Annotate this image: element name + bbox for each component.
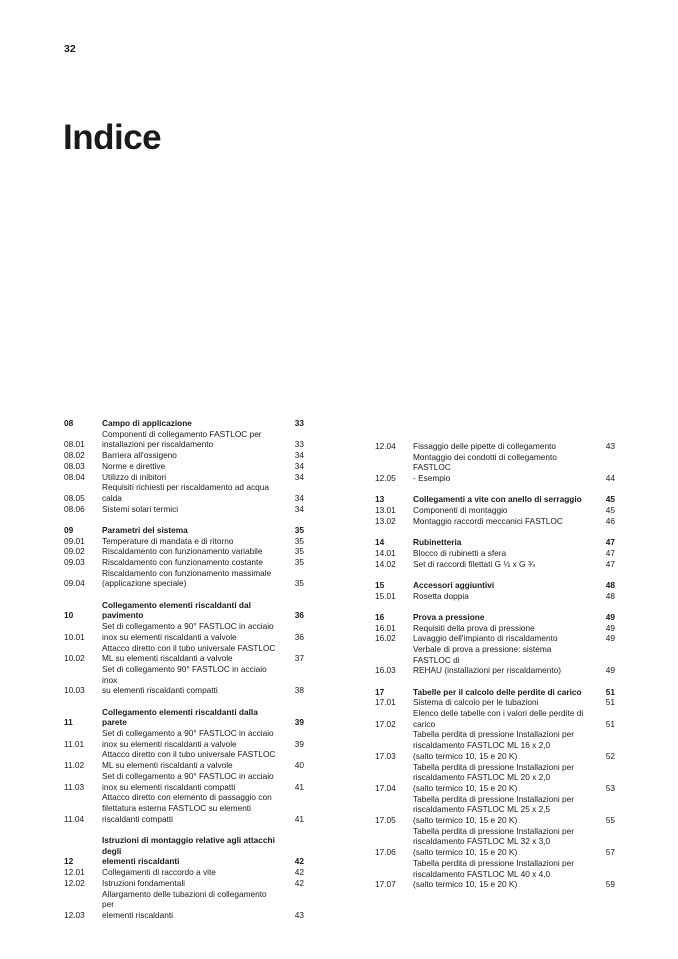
entry-number: 17.03 <box>375 750 396 761</box>
toc-entry <box>375 644 615 676</box>
entry-number: 13.01 <box>375 505 396 516</box>
entry-page: 49 <box>605 622 615 633</box>
section-title: Collegamento elementi riscaldanti dal pavimento <box>102 599 251 621</box>
section-page: 33 <box>294 418 304 428</box>
entry-page: 51 <box>605 718 615 729</box>
section-page: 45 <box>605 494 615 505</box>
entry-title: Requisiti richiesti per riscaldamento ad acqua calda <box>102 482 269 503</box>
entry-title: Attacco diretto con il tubo universale FASTLOC ML su elementi riscaldanti a valvole <box>102 749 276 771</box>
section-number: 11 <box>64 717 73 728</box>
entry-number: 17.01 <box>375 697 396 708</box>
section-number: 17 <box>375 686 385 697</box>
entry-title: Montaggio dei condotti di collegamento FASTLOC - Esempio <box>413 451 557 484</box>
toc-entry <box>375 591 615 602</box>
toc-entry <box>64 429 304 450</box>
entry-title: Set di collegamento 90° FASTLOC in acciaio inox su elementi riscaldanti compatti <box>102 663 267 696</box>
section-number: 10 <box>64 610 74 621</box>
toc-entry <box>64 482 304 503</box>
entry-title: Sistema di calcolo per le tubazioni <box>413 697 539 708</box>
section-title: Accessori aggiuntivi <box>413 579 495 590</box>
section-number: 08 <box>64 418 74 428</box>
entry-title: Lavaggio dell'impianto di riscaldamento <box>413 633 558 644</box>
entry-number: 08.02 <box>64 450 85 461</box>
entry-number: 12.04 <box>375 441 396 451</box>
toc-entry <box>375 441 615 452</box>
toc-section <box>64 525 304 589</box>
entry-number: 13.02 <box>375 515 396 526</box>
entry-number: 16.01 <box>375 622 396 633</box>
entry-title: Utilizzo di inibitori <box>102 471 167 482</box>
toc-entry <box>375 794 615 826</box>
entry-title: Riscaldamento con funzionamento variabile <box>102 546 263 557</box>
entry-page: 36 <box>294 631 304 642</box>
section-number: 12 <box>64 856 74 867</box>
section-number: 09 <box>64 524 74 535</box>
toc-entry <box>375 559 615 570</box>
section-title: Istruzioni di montaggio relative agli attacchi degli elementi riscaldanti <box>102 834 275 867</box>
entry-title: Tabella perdita di pressione Installazioni per riscaldamento FASTLOC ML 25 x 2,5 (salto termico 10, 15 e 20 K) <box>413 793 574 826</box>
entry-number: 12.02 <box>64 877 85 888</box>
section-page: 35 <box>294 524 304 535</box>
entry-number: 09.02 <box>64 546 85 557</box>
entry-title: Attacco diretto con elemento di passaggio con filettatura esterna FASTLOC su elementi riscaldanti compatti <box>102 792 272 824</box>
entry-title: Barriera all'ossigeno <box>102 450 177 461</box>
entry-page: 48 <box>605 590 615 601</box>
toc-entry <box>64 867 304 878</box>
entry-page: 38 <box>294 685 304 696</box>
section-number: 16 <box>375 611 385 622</box>
toc-section <box>64 418 304 514</box>
entry-number: 08.05 <box>64 492 85 503</box>
entry-number: 15.01 <box>375 590 396 601</box>
entry-page: 59 <box>605 879 615 890</box>
entry-title: Temperature di mandata e di ritorno <box>102 535 234 546</box>
toc-section-heading <box>375 580 615 591</box>
toc-section <box>64 835 304 921</box>
entry-number: 17.04 <box>375 782 396 793</box>
entry-number: 08.01 <box>64 439 85 450</box>
entry-page: 57 <box>605 847 615 858</box>
entry-number: 17.05 <box>375 815 396 826</box>
entry-title: Riscaldamento con funzionamento costante <box>102 557 263 568</box>
section-page: 39 <box>294 717 304 728</box>
entry-title: Norme e direttive <box>102 460 166 471</box>
section-page: 48 <box>605 579 615 590</box>
section-title: Prova a pressione <box>413 611 485 622</box>
entry-page: 44 <box>605 473 615 484</box>
section-page: 36 <box>294 610 304 621</box>
toc-entry <box>375 452 615 484</box>
toc-section <box>375 687 615 890</box>
toc-entry <box>64 878 304 889</box>
section-number: 13 <box>375 494 385 505</box>
entry-title: Montaggio raccordi meccanici FASTLOC <box>413 515 563 526</box>
toc-section <box>64 600 304 696</box>
toc-left-column <box>64 418 304 931</box>
section-title: Parametri del sistema <box>102 524 188 535</box>
entry-number: 11.01 <box>64 738 85 749</box>
entry-page: 34 <box>294 460 304 471</box>
entry-number: 09.01 <box>64 535 85 546</box>
toc-entry <box>64 889 304 921</box>
entry-page: 35 <box>294 578 304 589</box>
entry-page: 34 <box>294 503 304 514</box>
entry-page: 34 <box>294 492 304 503</box>
toc-entry <box>375 762 615 794</box>
toc-right-column <box>375 418 615 901</box>
entry-number: 12.01 <box>64 867 85 878</box>
toc-section-heading <box>64 835 304 867</box>
entry-page: 34 <box>294 471 304 482</box>
entry-page: 55 <box>605 815 615 826</box>
entry-title: Set di collegamento a 90° FASTLOC in acciaio inox su elementi riscaldanti a valvole <box>102 728 274 749</box>
toc-section <box>375 537 615 569</box>
entry-title: Componenti di montaggio <box>413 505 508 516</box>
toc-entry <box>375 516 615 527</box>
toc-entry <box>375 505 615 516</box>
section-title: Collegamento elementi riscaldanti dalla parete <box>102 706 258 728</box>
entry-number: 10.01 <box>64 631 85 642</box>
entry-page: 49 <box>605 665 615 676</box>
toc-entry <box>375 623 615 634</box>
toc-entry <box>64 536 304 547</box>
entry-number: 17.06 <box>375 847 396 858</box>
entry-number: 11.02 <box>64 760 85 771</box>
entry-number: 17.02 <box>375 718 396 729</box>
entry-number: 08.03 <box>64 460 85 471</box>
entry-page: 41 <box>294 813 304 824</box>
entry-number: 14.01 <box>375 547 396 558</box>
toc-section <box>375 580 615 601</box>
toc-entry <box>64 557 304 568</box>
section-title: Rubinetteria <box>413 537 462 548</box>
entry-number: 10.03 <box>64 685 85 696</box>
toc-section-heading <box>64 707 304 728</box>
toc-section-heading <box>375 687 615 698</box>
toc-entry <box>64 546 304 557</box>
entry-page: 34 <box>294 450 304 461</box>
page-title: Indice <box>63 118 162 157</box>
toc-section-heading <box>64 418 304 429</box>
entry-page: 47 <box>605 558 615 569</box>
entry-page: 35 <box>294 546 304 557</box>
entry-page: 40 <box>294 760 304 771</box>
entry-title: Elenco delle tabelle con i valori delle perdite di carico <box>413 708 584 729</box>
entry-title: Requisiti della prova di pressione <box>413 622 535 633</box>
entry-page: 37 <box>294 653 304 664</box>
entry-page: 46 <box>605 515 615 526</box>
toc-entry <box>375 548 615 559</box>
entry-title: Rosetta doppia <box>413 590 469 601</box>
toc-entry <box>64 792 304 824</box>
toc-section <box>375 494 615 526</box>
section-page: 47 <box>605 537 615 548</box>
toc-entry <box>375 697 615 708</box>
entry-number: 12.05 <box>375 473 396 484</box>
entry-page: 35 <box>294 557 304 568</box>
entry-title: Attacco diretto con il tubo universale FASTLOC ML su elementi riscaldanti a valvole <box>102 642 276 664</box>
section-number: 15 <box>375 579 385 590</box>
section-title: Collegamenti a vite con anello di serraggio <box>413 494 582 505</box>
entry-title: Set di raccordi filettati G ½ x G ¾ <box>413 558 535 569</box>
entry-title: Componenti di collegamento FASTLOC per installazioni per riscaldamento <box>102 428 262 450</box>
entry-number: 12.03 <box>64 909 85 920</box>
toc-entry <box>64 461 304 472</box>
page-number: 32 <box>64 43 76 55</box>
section-page: 42 <box>294 856 304 867</box>
toc-section <box>375 612 615 676</box>
toc-section-heading <box>64 600 304 621</box>
entry-number: 10.02 <box>64 653 85 664</box>
entry-page: 53 <box>605 782 615 793</box>
toc-entry <box>64 771 304 792</box>
entry-page: 47 <box>605 547 615 558</box>
entry-number: 09.04 <box>64 578 85 589</box>
entry-title: Riscaldamento con funzionamento massimale (applicazione speciale) <box>102 567 272 589</box>
entry-number: 16.02 <box>375 633 396 644</box>
entry-page: 33 <box>294 439 304 450</box>
entry-title: Blocco di rubinetti a sfera <box>413 547 507 558</box>
toc-entry <box>375 708 615 729</box>
section-page: 51 <box>605 686 615 697</box>
toc-entry <box>64 450 304 461</box>
entry-number: 11.04 <box>64 813 85 824</box>
entry-page: 41 <box>294 781 304 792</box>
toc-entry <box>64 568 304 589</box>
toc-entry <box>64 728 304 749</box>
toc-section-heading <box>375 494 615 505</box>
entry-title: Tabella perdita di pressione Installazioni per riscaldamento FASTLOC ML 20 x 2,0 (salto termico 10, 15 e 20 K) <box>413 761 574 793</box>
toc-section-heading <box>64 525 304 536</box>
entry-page: 42 <box>294 867 304 878</box>
section-page: 49 <box>605 611 615 622</box>
entry-page: 43 <box>294 909 304 920</box>
entry-title: Tabella perdita di pressione Installazioni per riscaldamento FASTLOC ML 40 x 4,0 (salto termico 10, 15 e 20 K) <box>413 857 574 890</box>
entry-page: 42 <box>294 877 304 888</box>
section-number: 14 <box>375 537 385 548</box>
entry-title: Tabella perdita di pressione Installazioni per riscaldamento FASTLOC ML 32 x 3,0 (salto termico 10, 15 e 20 K) <box>413 825 574 858</box>
toc-entry <box>64 664 304 696</box>
toc-entry <box>375 858 615 890</box>
toc-entry <box>64 472 304 483</box>
entry-title: Verbale di prova a pressione: sistema FASTLOC di REHAU (installazioni per riscaldamento) <box>413 643 562 676</box>
entry-title: Collegamenti di raccordo a vite <box>102 867 216 878</box>
entry-page: 35 <box>294 535 304 546</box>
entry-title: Sistemi solari termici <box>102 503 179 514</box>
entry-page: 52 <box>605 750 615 761</box>
entry-page: 43 <box>605 441 615 451</box>
toc-section <box>64 707 304 825</box>
section-title: Campo di applicazione <box>102 418 192 428</box>
toc-entry <box>375 729 615 761</box>
entry-page: 45 <box>605 505 615 516</box>
toc-entry <box>64 643 304 664</box>
toc-section <box>375 441 615 484</box>
toc-entry <box>375 633 615 644</box>
entry-number: 09.03 <box>64 557 85 568</box>
section-title: Tabelle per il calcolo delle perdite di carico <box>413 686 582 697</box>
entry-title: Fissaggio delle pipette di collegamento <box>413 441 556 451</box>
toc-entry <box>64 504 304 515</box>
entry-title: Set di collegamento a 90° FASTLOC in acciaio inox su elementi riscaldanti a valvole <box>102 621 274 642</box>
toc-entry <box>375 826 615 858</box>
toc-section-heading <box>375 612 615 623</box>
entry-number: 16.03 <box>375 665 396 676</box>
entry-page: 51 <box>605 697 615 708</box>
toc-section-heading <box>375 537 615 548</box>
entry-number: 08.04 <box>64 471 85 482</box>
entry-title: Istruzioni fondamentali <box>102 877 186 888</box>
entry-page: 49 <box>605 633 615 644</box>
entry-title: Tabella perdita di pressione Installazioni per riscaldamento FASTLOC ML 16 x 2,0 (salto termico 10, 15 e 20 K) <box>413 729 574 761</box>
entry-number: 08.06 <box>64 503 85 514</box>
entry-number: 11.03 <box>64 781 85 792</box>
entry-number: 17.07 <box>375 879 396 890</box>
entry-title: Allargamento delle tubazioni di collegamento per elementi riscaldanti <box>102 888 267 920</box>
toc-entry <box>64 749 304 770</box>
entry-number: 14.02 <box>375 558 396 569</box>
toc-entry <box>64 621 304 642</box>
entry-page: 39 <box>294 738 304 749</box>
entry-title: Set di collegamento a 90° FASTLOC in acciaio inox su elementi riscaldanti compatti <box>102 770 274 792</box>
